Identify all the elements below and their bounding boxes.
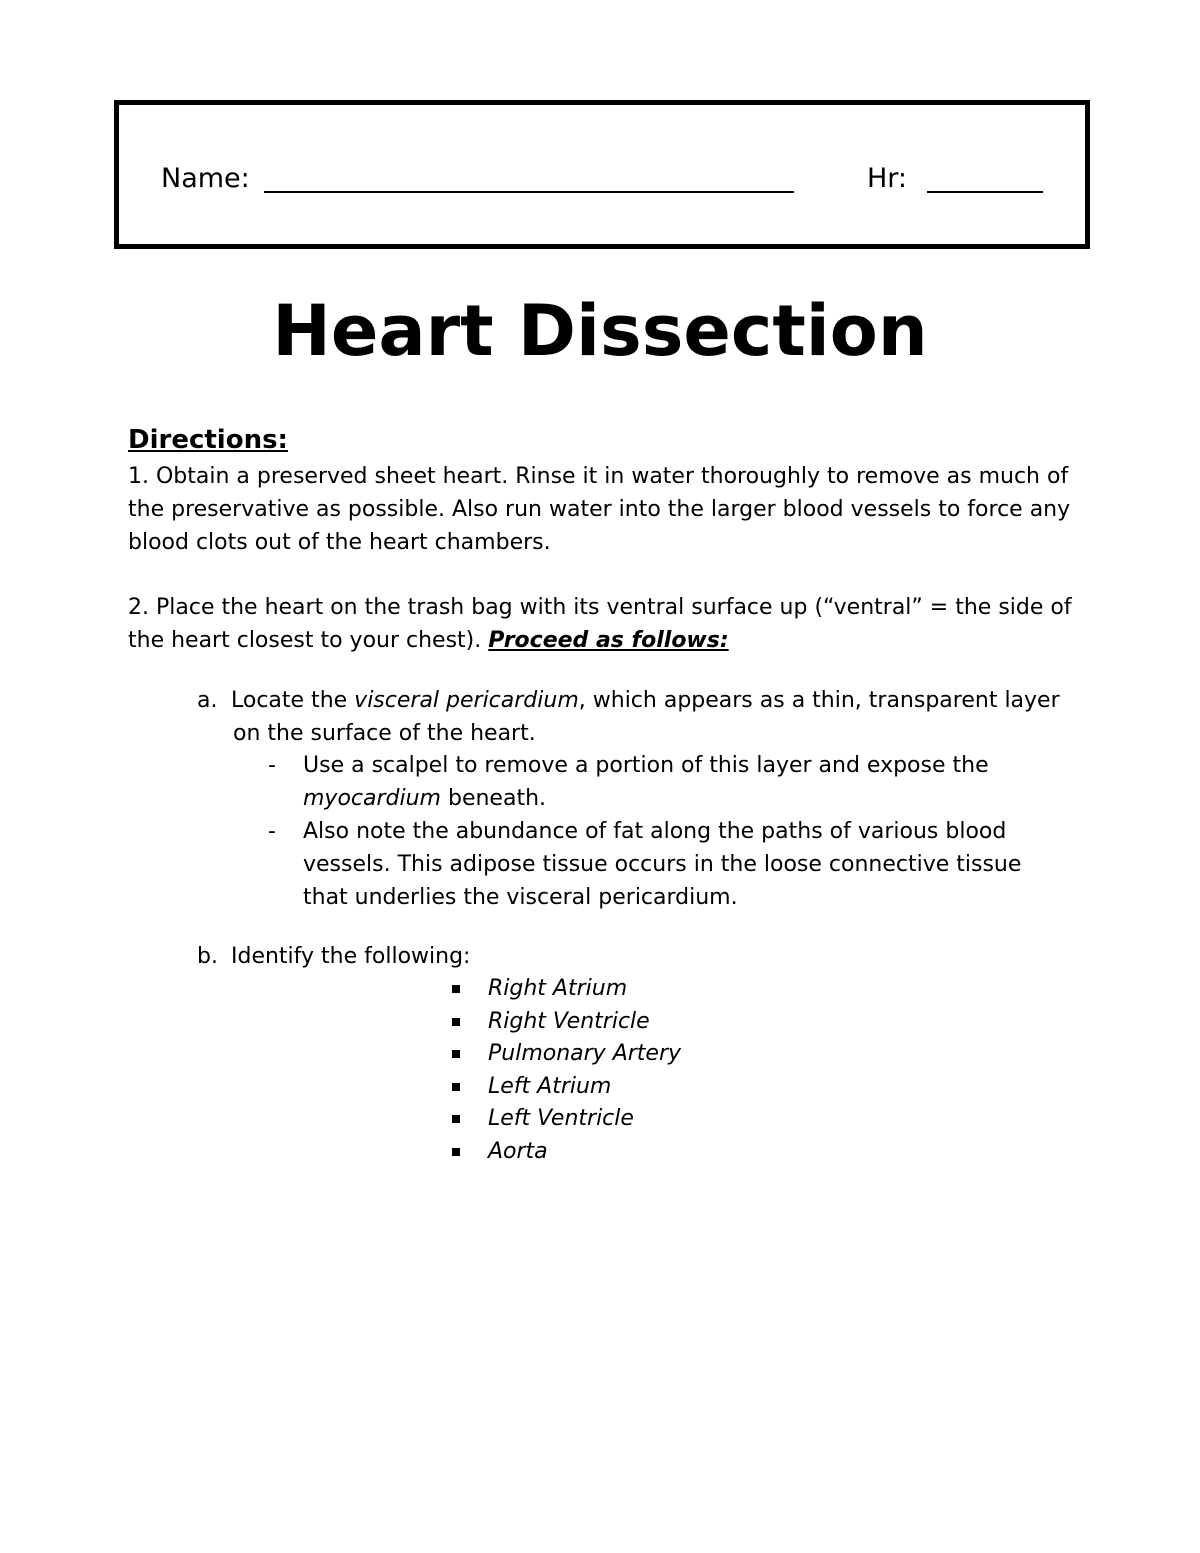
- name-hr-box: [114, 100, 1090, 249]
- structure-list: [452, 973, 681, 1169]
- page-title: Heart Dissection: [272, 290, 928, 372]
- name-label: Name:: [161, 163, 250, 194]
- dash-1-rest: beneath.: [440, 786, 546, 811]
- dash-1-lead: Use a scalpel to remove a portion of this layer and expose the: [303, 753, 989, 778]
- sub-b-marker: b.: [197, 944, 218, 969]
- sub-a-lead: Locate the: [231, 688, 355, 713]
- dash-marker-2: -: [268, 819, 276, 844]
- sub-a-text: [231, 684, 1071, 717]
- list-item: [452, 1038, 681, 1071]
- square-bullet-icon: [452, 1115, 460, 1123]
- step-1-text: 1. Obtain a preserved sheet heart. Rinse it in water thoroughly to remove as much of the preservative as possible. Also run water into the larger blood vessels to force any blood clots out of the heart chambers.: [128, 464, 1071, 555]
- step-2-body: 2. Place the heart on the trash bag with its ventral surface up (“ventral” = the side of the heart closest to your chest).: [128, 595, 1072, 653]
- step-2-text: [128, 591, 1088, 657]
- directions-heading: Directions:: [128, 425, 288, 455]
- square-bullet-icon: [452, 1083, 460, 1091]
- sub-a-continuation: on the surface of the heart.: [233, 721, 536, 746]
- hr-blank-line: [927, 191, 1043, 193]
- dash-marker-1: -: [268, 753, 276, 778]
- list-item-label: Left Ventricle: [488, 1106, 634, 1132]
- dash-item-2: Also note the abundance of fat along the paths of various blood vessels. This adipose tissue occurs in the loose connective tissue that underlies the visceral pericardium.: [303, 819, 1022, 910]
- square-bullet-icon: [452, 985, 460, 993]
- step-2-emphasis: Proceed as follows:: [488, 628, 729, 653]
- list-item-label: Aorta: [488, 1138, 548, 1164]
- square-bullet-icon: [452, 1018, 460, 1026]
- list-item-label: Left Atrium: [488, 1073, 612, 1099]
- list-item: [452, 973, 681, 1006]
- name-blank-line: [264, 191, 794, 193]
- hr-label: Hr:: [867, 163, 908, 194]
- dash-item-1: [303, 749, 1043, 815]
- list-item: [452, 1071, 681, 1104]
- dash-1-term: myocardium: [303, 786, 441, 811]
- sub-a-rest: , which appears as a thin, transparent layer: [578, 688, 1060, 713]
- square-bullet-icon: [452, 1148, 460, 1156]
- list-item-label: Right Atrium: [488, 976, 628, 1001]
- square-bullet-icon: [452, 1050, 460, 1058]
- sub-a-term: visceral pericardium: [354, 688, 579, 713]
- sub-b-text: Identify the following:: [231, 944, 471, 969]
- list-item: [452, 1006, 681, 1039]
- list-item: [452, 1103, 681, 1136]
- list-item-label: Right Ventricle: [488, 1008, 650, 1034]
- sub-a-marker: a.: [197, 688, 218, 713]
- list-item: [452, 1136, 681, 1169]
- list-item-label: Pulmonary Artery: [488, 1041, 682, 1067]
